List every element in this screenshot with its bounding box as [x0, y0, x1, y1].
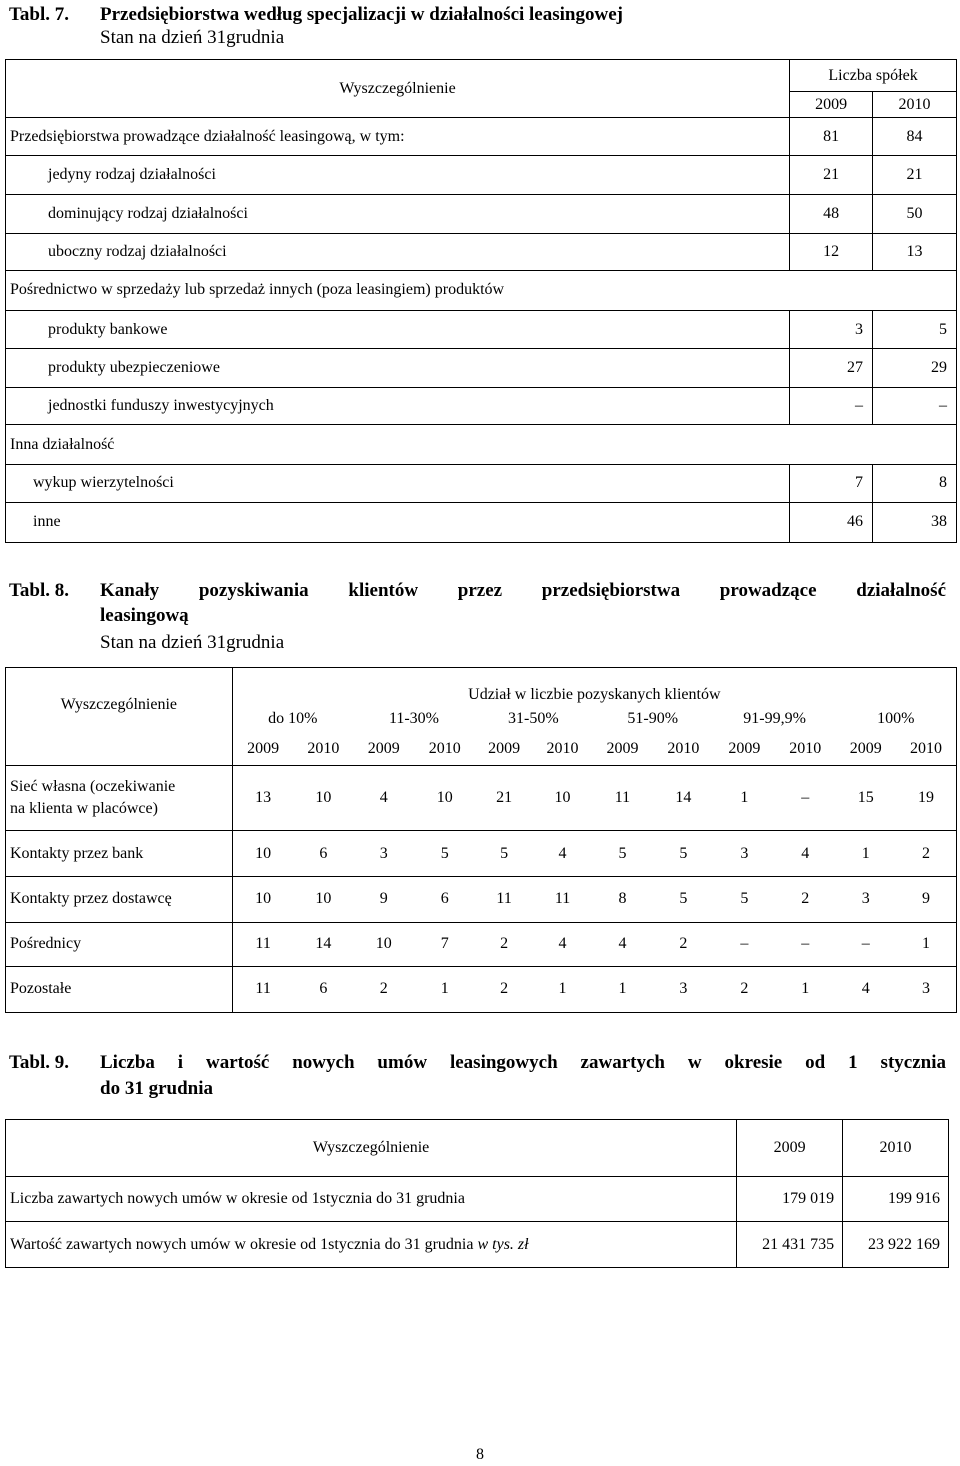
cell: – — [836, 922, 896, 966]
cell: 9 — [353, 876, 414, 922]
table7-header-label: Wyszczególnienie — [6, 60, 790, 118]
table8-year: 2009 — [232, 734, 293, 766]
cell: 11 — [475, 876, 533, 922]
row-label: Kontakty przez bank — [6, 831, 233, 876]
cell: 15 — [836, 766, 896, 831]
table8-group-header: Udział w liczbie pozyskanych klientów — [468, 685, 721, 703]
row-label: jednostki funduszy inwestycyjnych — [6, 388, 790, 425]
cell: 11 — [592, 766, 653, 831]
cell: 1 — [558, 980, 567, 998]
cell: – — [790, 388, 873, 425]
table8-range: 100% — [877, 709, 915, 727]
cell: 2 — [740, 980, 749, 998]
cell: 10 — [232, 831, 293, 876]
cell: 13 — [232, 766, 293, 831]
table8-range: 11-30% — [388, 709, 439, 727]
table-row — [6, 876, 957, 922]
table8-year: 2009 — [714, 734, 775, 766]
cell: 6 — [414, 876, 474, 922]
table-row — [6, 425, 957, 464]
table9-number: Tabl. 9. — [9, 1052, 70, 1073]
cell: 3 — [353, 831, 414, 876]
cell: 10 — [414, 766, 474, 831]
table8-number: Tabl. 8. — [9, 580, 70, 601]
cell: – — [775, 922, 835, 966]
row-label: Pozostałe — [6, 966, 233, 1012]
cell: 9 — [896, 876, 957, 922]
table8-year: 2010 — [896, 734, 957, 766]
cell: 38 — [931, 513, 947, 531]
cell: 4 — [533, 922, 591, 966]
table8-year: 2010 — [533, 734, 591, 766]
table9-year: 2010 — [843, 1120, 949, 1177]
cell: 23 922 169 — [868, 1235, 940, 1253]
table8-year: 2009 — [353, 734, 414, 766]
page-number: 8 — [476, 1446, 484, 1463]
table-row — [6, 118, 957, 156]
table-row — [6, 966, 957, 1012]
table-row — [6, 233, 957, 270]
cell: 29 — [873, 349, 957, 388]
table8-year: 2010 — [653, 734, 713, 766]
table8-range: 91-99,9% — [743, 709, 806, 727]
cell: 4 — [533, 831, 591, 876]
table7-year: 2009 — [790, 92, 873, 118]
cell: 5 — [414, 831, 474, 876]
cell: 8 — [873, 464, 957, 502]
table-row — [6, 1222, 949, 1268]
cell: – — [873, 388, 957, 425]
cell: – — [775, 766, 835, 831]
table-row — [6, 388, 957, 425]
cell: 5 — [873, 310, 957, 348]
cell: 5 — [475, 831, 533, 876]
cell: 2 — [775, 876, 835, 922]
cell: 13 — [873, 233, 957, 270]
cell: 3 — [836, 876, 896, 922]
cell: 1 — [714, 766, 775, 831]
cell: 21 — [790, 156, 873, 194]
cell: 7 — [414, 922, 474, 966]
cell: 199 916 — [843, 1177, 949, 1222]
cell: 8 — [592, 876, 653, 922]
table-row — [6, 156, 957, 194]
table7-title: Tabl. 7. Przedsiębiorstwa według specjalizacji w działalności leasingowej — [9, 4, 623, 25]
table7 — [5, 59, 957, 543]
cell: 2 — [475, 922, 533, 966]
cell: 1 — [896, 922, 957, 966]
cell: 81 — [790, 118, 873, 156]
cell: 14 — [294, 922, 353, 966]
cell: 12 — [790, 233, 873, 270]
table8 — [5, 667, 957, 1013]
cell: 21 431 735 — [737, 1222, 843, 1268]
cell: 10 — [232, 876, 293, 922]
table8-range: do 10% — [268, 709, 318, 727]
cell: 11 — [255, 980, 271, 998]
table7-year: 2010 — [873, 92, 957, 118]
table8-title: Tabl. 8. Kanały pozyskiwania klientów przez przedsiębiorstwa prowadzące działalność leasingową — [9, 580, 946, 626]
cell: 5 — [714, 876, 775, 922]
table8-header-label: Wyszczególnienie — [6, 668, 233, 766]
row-label: Przedsiębiorstwa prowadzące działalność leasingową, w tym: — [6, 118, 790, 156]
cell: 21 — [873, 156, 957, 194]
cell: 10 — [294, 766, 353, 831]
cell: 14 — [653, 766, 713, 831]
cell: 4 — [861, 980, 870, 998]
table-row — [6, 464, 957, 502]
table8-range: 31-50% — [508, 709, 559, 727]
cell: 1 — [618, 980, 627, 998]
cell: 1 — [801, 980, 810, 998]
cell: 4 — [775, 831, 835, 876]
cell: 5 — [653, 876, 713, 922]
cell: 179 019 — [737, 1177, 843, 1222]
table-row — [6, 922, 957, 966]
table7-subtitle: Stan na dzień 31grudnia — [100, 27, 285, 48]
cell: 11 — [533, 876, 591, 922]
cell: 27 — [790, 349, 873, 388]
row-label: Sieć własna (oczekiwanie na klienta w placówce) — [6, 766, 233, 831]
cell: 5 — [653, 831, 713, 876]
row-label: jedyny rodzaj działalności — [6, 156, 790, 194]
cell: 2 — [896, 831, 957, 876]
row-label: inne — [6, 502, 790, 542]
table8-year: 2010 — [414, 734, 474, 766]
cell: 21 — [475, 766, 533, 831]
cell: 10 — [294, 876, 353, 922]
cell: 3 — [921, 980, 930, 998]
row-label: Liczba zawartych nowych umów w okresie od 1stycznia do 31 grudnia — [6, 1177, 737, 1222]
table9 — [5, 1119, 949, 1268]
row-label: produkty bankowe — [6, 310, 790, 348]
row-label: produkty ubezpieczeniowe — [6, 349, 790, 388]
table8-year: 2009 — [836, 734, 896, 766]
cell: 11 — [232, 922, 293, 966]
row-label: Wartość zawartych nowych umów w okresie od 1stycznia do 31 grudnia w tys. zł — [6, 1222, 737, 1268]
cell: 10 — [353, 922, 414, 966]
row-label: Pośrednictwo w sprzedaży lub sprzedaż innych (poza leasingiem) produktów — [6, 270, 957, 310]
cell: 10 — [533, 766, 591, 831]
table9-year: 2009 — [737, 1120, 843, 1177]
cell: 48 — [790, 194, 873, 233]
table-row — [6, 349, 957, 388]
cell: 6 — [294, 831, 353, 876]
cell: 6 — [319, 980, 328, 998]
table-row — [6, 310, 957, 348]
row-label: dominujący rodzaj działalności — [6, 194, 790, 233]
table-row — [6, 831, 957, 876]
cell: 2 — [653, 922, 713, 966]
cell: 4 — [353, 766, 414, 831]
cell: 1 — [836, 831, 896, 876]
cell: 4 — [592, 922, 653, 966]
cell: 19 — [896, 766, 957, 831]
table-row — [6, 502, 957, 542]
cell: 46 — [790, 502, 873, 542]
table-row — [6, 194, 957, 233]
cell: 3 — [679, 980, 688, 998]
table7-group-header: Liczba spółek — [790, 60, 957, 92]
row-label: wykup wierzytelności — [6, 464, 790, 502]
table7-number: Tabl. 7. — [9, 4, 70, 25]
row-label: Pośrednicy — [6, 922, 233, 966]
cell: 5 — [592, 831, 653, 876]
table9-title: Tabl. 9. Liczba i wartość nowych umów leasingowych zawartych w okresie od 1 stycznia do 31 grudnia — [9, 1052, 946, 1099]
table8-year: 2009 — [592, 734, 653, 766]
table8-year: 2010 — [775, 734, 835, 766]
cell: 7 — [790, 464, 873, 502]
table8-year: 2009 — [475, 734, 533, 766]
table9-header-label: Wyszczególnienie — [6, 1120, 737, 1177]
table8-range: 51-90% — [627, 709, 679, 727]
cell: 2 — [500, 980, 509, 998]
table-row — [6, 1177, 949, 1222]
cell: 50 — [873, 194, 957, 233]
cell: 84 — [873, 118, 957, 156]
row-label: Inna działalność — [6, 425, 957, 464]
unit-label: w tys. zł — [477, 1235, 529, 1253]
row-label: uboczny rodzaj działalności — [6, 233, 790, 270]
cell: 3 — [714, 831, 775, 876]
table-row — [6, 270, 957, 310]
table8-subtitle: Stan na dzień 31grudnia — [100, 632, 285, 653]
table8-year: 2010 — [294, 734, 353, 766]
cell: – — [714, 922, 775, 966]
row-label: Kontakty przez dostawcę — [6, 876, 233, 922]
cell: 1 — [440, 980, 449, 998]
cell: 3 — [790, 310, 873, 348]
cell: 2 — [379, 980, 388, 998]
table-row — [6, 766, 957, 831]
